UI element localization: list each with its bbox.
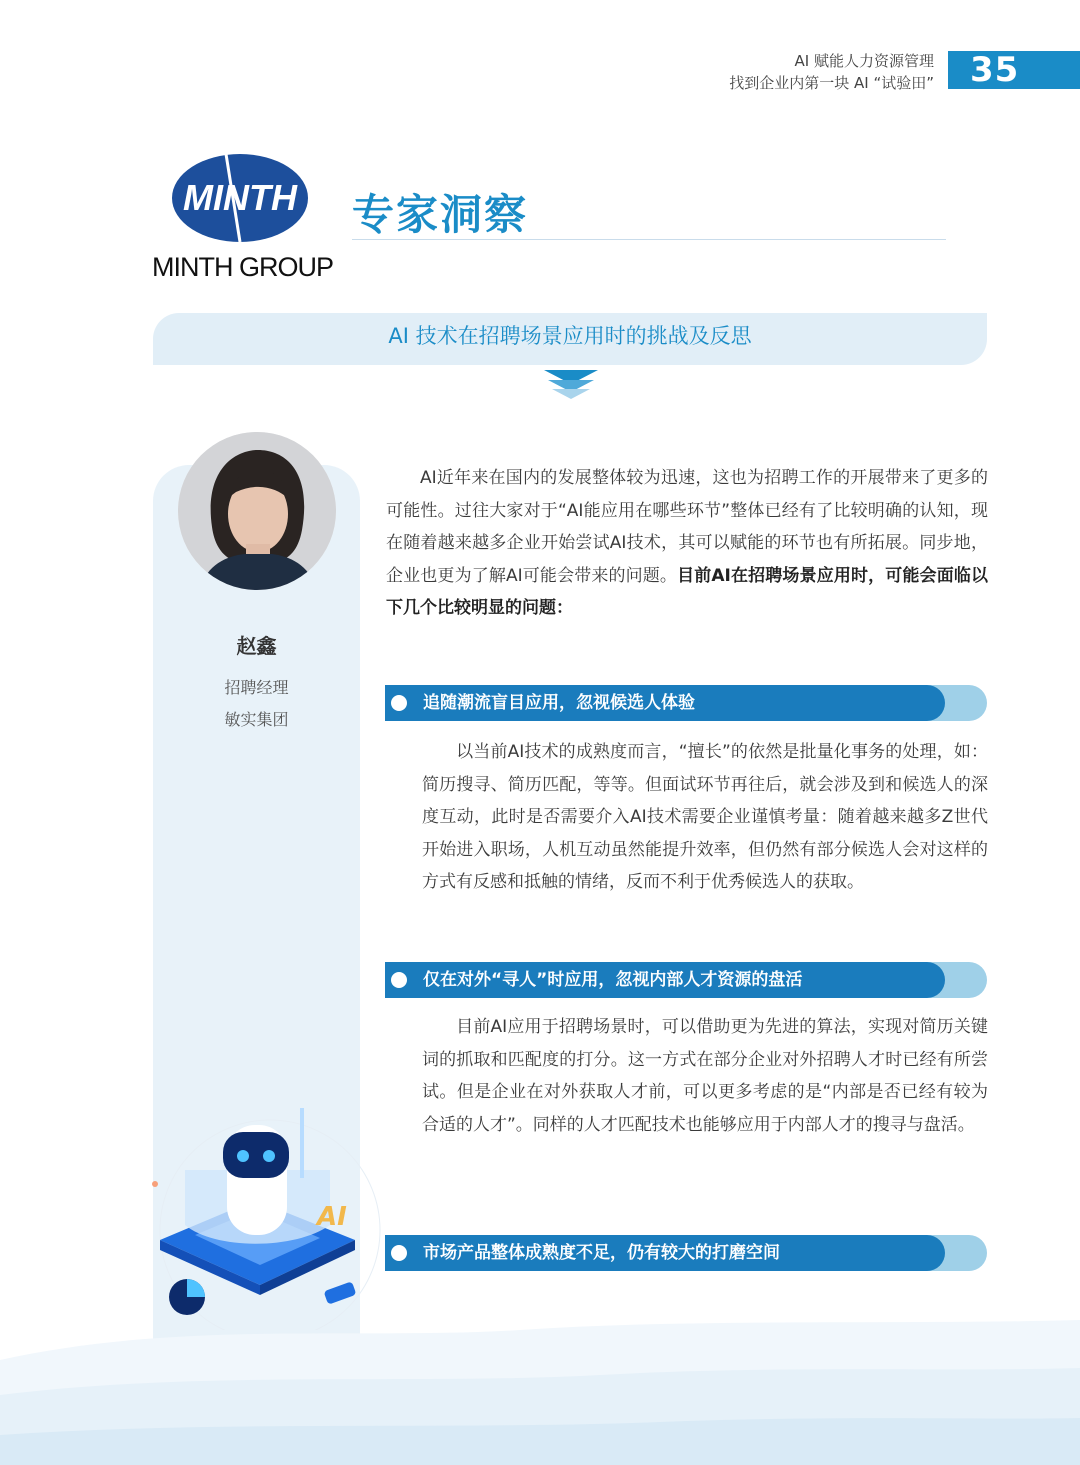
intro-text: AI近年来在国内的发展整体较为迅速，这也为招聘工作的开展带来了更多的可能性。过往大家对于“AI能应用在哪些环节”整体已经有了比较明确的认知，现在随着越来越多企业开始尝试AI技术，其可以赋能的环节也有所拓展。同步地，企业也更为了解AI可能会带来的问题。 (386, 468, 988, 586)
bullet-icon (391, 695, 407, 711)
running-head-line1: AI 赋能人力资源管理 (794, 52, 934, 70)
topic-title: AI 技术在招聘场景应用时的挑战及反思 (388, 324, 752, 348)
logo-group-text: MINTH GROUP (152, 252, 333, 282)
bullet-icon (391, 972, 407, 988)
section-title: 专家洞察 (352, 190, 529, 239)
page-number: 35 (970, 50, 1020, 90)
topic-banner (153, 313, 987, 365)
intro-paragraph (386, 462, 988, 625)
expert-avatar (178, 432, 336, 590)
issue-heading-1 (385, 685, 987, 721)
issue-paragraph-1 (422, 736, 988, 899)
logo-mark-text: MINTH (183, 177, 297, 218)
issue-text: 目前AI应用于招聘场景时，可以借助更为先进的算法，实现对简历关键词的抓取和匹配度的打分。这一方式在部分企业对外招聘人才时已经有所尝试。但是企业在对外获取人才前，可以更多考虑的是“内部是否已经有较为合适的人才”。同样的人才匹配技术也能够应用于内部人才的搜寻与盘活。 (422, 1017, 988, 1135)
issue-heading-2 (385, 962, 987, 998)
minth-logo (170, 152, 310, 244)
chevron-down-icon (544, 368, 598, 400)
issue-paragraph-2 (422, 1011, 988, 1141)
ai-badge-text: AI (317, 1202, 347, 1232)
page-number-box (948, 51, 1080, 89)
issue-heading-3 (385, 1235, 987, 1271)
expert-name: 赵鑫 (236, 634, 277, 658)
ai-robot-illustration (145, 1100, 395, 1330)
title-rule (352, 239, 946, 240)
issue-heading-label: 追随潮流盲目应用，忽视候选人体验 (423, 693, 695, 713)
bullet-icon (391, 1245, 407, 1261)
issue-text: 以当前AI技术的成熟度而言，“擅长”的依然是批量化事务的处理，如：简历搜寻、简历匹配，等等。但面试环节再往后，就会涉及到和候选人的深度互动，此时是否需要介入AI技术需要企业谨慎考量：随着越来越多Z世代开始进入职场，人机互动虽然能提升效率，但仍然有部分候选人会对这样的方式有反感和抵触的情绪，反而不利于优秀候选人的获取。 (422, 742, 988, 893)
intro-bold-text: 目前AI在招聘场景应用时，可能会面临以下几个比较明显的问题： (386, 565, 988, 619)
issue-heading-label: 市场产品整体成熟度不足，仍有较大的打磨空间 (423, 1243, 780, 1263)
running-head-line2: 找到企业内第一块 AI “试验田” (729, 74, 934, 92)
expert-company: 敏实集团 (224, 710, 289, 729)
running-head (729, 50, 934, 94)
decorative-waves (0, 1300, 1080, 1465)
issue-heading-label: 仅在对外“寻人”时应用，忽视内部人才资源的盘活 (423, 970, 803, 990)
expert-role: 招聘经理 (224, 678, 289, 697)
